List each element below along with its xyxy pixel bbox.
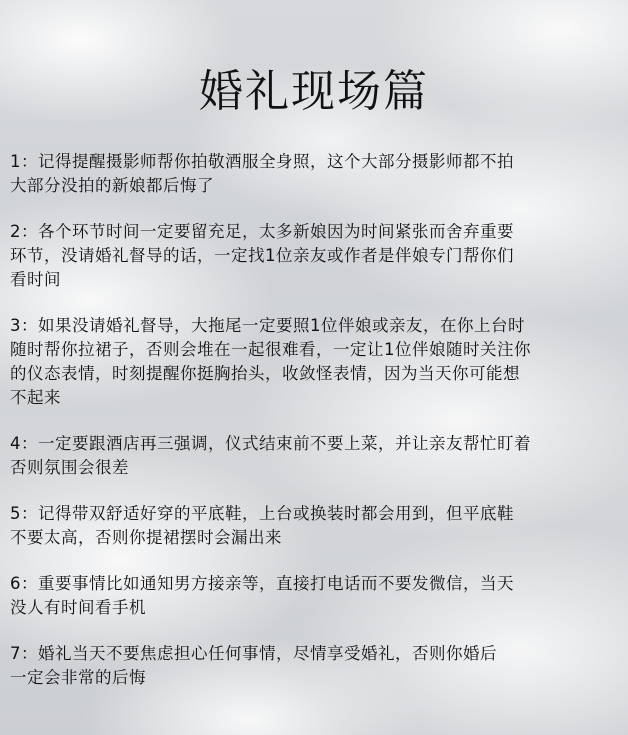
tip-number: 3： [10,316,38,335]
tip-5 [10,502,614,550]
tip-line: 婚礼当天不要焦虑担心任何事情，尽情享受婚礼，否则你婚后 [38,644,497,663]
tip-line: 随时帮你拉裙子，否则会堆在一起很难看，一定让1位伴娘随时关注你 [10,340,531,359]
tip-2 [10,220,614,292]
tip-number: 1： [10,152,38,171]
tip-number: 2： [10,222,38,241]
tip-number: 5： [10,504,38,523]
tip-line: 大部分没拍的新娘都后悔了 [10,176,214,195]
tip-line: 否则氛围会很差 [10,458,129,477]
tips-list [10,150,614,712]
tip-line: 看时间 [10,270,61,289]
tip-4 [10,432,614,480]
tip-line: 的仪态表情，时刻提醒你挺胸抬头，收敛怪表情，因为当天你可能想 [10,364,520,383]
tip-number: 4： [10,434,38,453]
tip-line: 记得带双舒适好穿的平底鞋，上台或换装时都会用到，但平底鞋 [38,504,514,523]
tip-line: 不起来 [10,388,61,407]
tip-line: 如果没请婚礼督导，大拖尾一定要照1位伴娘或亲友，在你上台时 [38,316,525,335]
tip-line: 记得提醒摄影师帮你拍敬酒服全身照，这个大部分摄影师都不拍 [38,152,514,171]
tip-line: 一定要跟酒店再三强调，仪式结束前不要上菜，并让亲友帮忙盯着 [38,434,531,453]
tip-line: 不要太高，否则你提裙摆时会漏出来 [10,528,282,547]
tip-number: 7： [10,644,38,663]
tip-line: 没人有时间看手机 [10,598,146,617]
tip-number: 6： [10,574,38,593]
tip-6 [10,572,614,620]
tip-3 [10,314,614,410]
tip-line: 各个环节时间一定要留充足，太多新娘因为时间紧张而舍弃重要 [38,222,514,241]
tip-1 [10,150,614,198]
page-title: 婚礼现场篇 [199,66,429,118]
tip-line: 一定会非常的后悔 [10,668,146,687]
tip-line: 重要事情比如通知男方接亲等，直接打电话而不要发微信，当天 [38,574,514,593]
tip-line: 环节，没请婚礼督导的话，一定找1位亲友或作者是伴娘专门帮你们 [10,246,514,265]
tip-7 [10,642,614,690]
